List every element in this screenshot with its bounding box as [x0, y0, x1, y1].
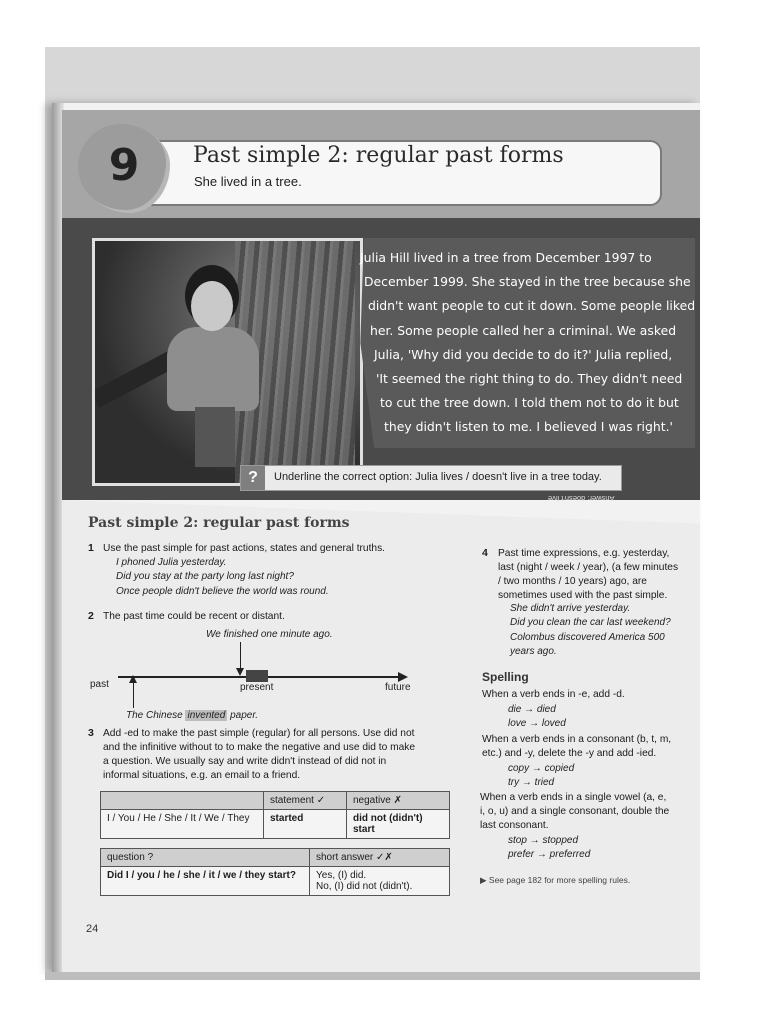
rule-2-number: 2: [88, 610, 94, 622]
table-cell: started: [264, 810, 347, 839]
example-sentence: Did you clean the car last weekend?: [510, 617, 671, 629]
highlighted-verb: invented: [187, 710, 226, 721]
example-sentence: I phoned Julia yesterday.: [116, 557, 227, 568]
rule-line: / two months / 10 years) ago, are: [498, 576, 647, 587]
story-line: December 1999. She stayed in the tree because she: [364, 274, 691, 290]
example-sentence: Did you stay at the party long last night?: [116, 571, 294, 583]
table-header-row: [101, 792, 450, 810]
photo-person-head: [191, 281, 233, 331]
rule-line: last (night / week / year), (a few minutes: [498, 562, 679, 573]
photo-person-legs: [195, 407, 235, 467]
spelling-examples-y: [508, 762, 574, 791]
unit-subtitle: She lived in a tree.: [194, 174, 302, 189]
table-header-cell: [101, 792, 264, 810]
table-row: [101, 867, 450, 896]
story-line: to cut the tree down. I told them not to do it but: [380, 395, 679, 411]
rule-line: i, o, u) and a single consonant, double the: [480, 806, 670, 817]
unit-number: 9: [108, 140, 140, 191]
rule-line: When a verb ends in a single vowel (a, e,: [480, 792, 667, 803]
story-line: her. Some people called her a criminal. We asked: [370, 322, 677, 338]
table-header-cell: statement ✓: [264, 792, 347, 810]
rule-line: informal situations, e.g. an email to a friend.: [103, 770, 301, 781]
spelling-rule-y: [482, 733, 671, 761]
timeline-top-example: We finished one minute ago.: [206, 629, 333, 640]
question-mark-icon: ?: [241, 466, 265, 490]
rule-line: Add -ed to make the past simple (regular) for all persons. Use did not: [103, 728, 415, 739]
unit-title: Past simple 2: regular past forms: [193, 143, 564, 168]
rule-line: a question. We usually say and write didn't instead of did not in: [103, 756, 387, 767]
timeline-label-future: future: [385, 682, 411, 693]
table-cell: did not (didn't) start: [347, 810, 450, 839]
rule-line: last consonant.: [480, 820, 549, 831]
see-page-reference: ▶ See page 182 for more spelling rules.: [480, 875, 631, 885]
table-header-cell: short answer ✓✗: [310, 849, 450, 867]
rule-line: and the infinitive without to to make the negative and use did to make: [103, 742, 416, 753]
spelling-examples-e: [508, 703, 566, 732]
rule-4-text: [498, 547, 678, 603]
story-line: 'It seemed the right thing to do. They didn't need: [376, 371, 683, 387]
page-number: 24: [86, 923, 99, 935]
question-text: Underline the correct option: Julia lives / doesn't live in a tree today.: [274, 471, 602, 483]
story-photo: [92, 238, 363, 486]
rule-1-text: Use the past simple for past actions, states and general truths.: [103, 543, 386, 554]
example-word: die → died: [508, 704, 556, 715]
story-line: didn't want people to cut it down. Some people liked: [368, 298, 696, 314]
story-line: Julia Hill lived in a tree from December 1997 to: [360, 250, 652, 265]
table-cell: I / You / He / She / It / We / They: [101, 810, 264, 839]
short-answer-no: No, (I) did not (didn't).: [316, 881, 413, 892]
page-bottom-edge: [45, 972, 700, 980]
timeline-bottom-example: [126, 709, 258, 723]
example-sentence: Once people didn't believe the world was round.: [116, 585, 329, 597]
timeline-arrow-right-icon: [398, 672, 408, 682]
example-word: try → tried: [508, 777, 555, 789]
rule-line: sometimes used with the past simple.: [498, 590, 668, 601]
example-sentence: years ago.: [510, 645, 557, 657]
example-word: prefer → preferred: [508, 849, 591, 861]
story-line: Julia, 'Why did you decide to do it?' Julia replied,: [374, 346, 673, 362]
example-word: love → loved: [508, 718, 566, 730]
table-header-cell: negative ✗: [347, 792, 450, 810]
rule-4-number: 4: [482, 547, 488, 559]
rule-line: etc.) and -y, delete the -y and add -ied.: [482, 748, 657, 759]
timeline-pointer-distant: [133, 680, 134, 708]
example-sentence: She didn't arrive yesterday.: [510, 603, 631, 614]
table-header-cell: question ?: [101, 849, 310, 867]
section-heading: Past simple 2: regular past forms: [88, 515, 350, 531]
short-answer-yes: Yes, (I) did.: [316, 870, 367, 881]
table-cell: [310, 867, 450, 896]
spelling-examples-double: [508, 834, 590, 863]
table-cell: Did I / you / he / she / it / we / they start?: [101, 867, 310, 896]
question-bar: [240, 465, 622, 491]
spelling-heading: Spelling: [482, 670, 529, 684]
example-sentence: Colombus discovered America 500: [510, 631, 665, 643]
upside-down-answer: Answer: doesn't live: [548, 494, 615, 503]
question-short-answer-table: [100, 848, 450, 896]
rule-line: Past time expressions, e.g. yesterday,: [498, 548, 670, 559]
spelling-rule-e: When a verb ends in -e, add -d.: [482, 689, 625, 700]
timeline-label-present: present: [240, 682, 274, 693]
example-part: The Chinese: [126, 710, 183, 721]
timeline-arrow-up-icon: [129, 675, 137, 683]
statement-negative-table: [100, 791, 450, 839]
story-line: they didn't listen to me. I believed I was right.': [384, 419, 673, 435]
timeline-label-past: past: [90, 679, 109, 690]
rule-1-examples: [116, 556, 329, 599]
rule-1-number: 1: [88, 542, 94, 554]
timeline-present-marker: [246, 670, 268, 682]
example-part: paper.: [230, 710, 259, 721]
example-word: stop → stopped: [508, 835, 579, 846]
rule-3-number: 3: [88, 727, 94, 739]
rule-2-text: The past time could be recent or distant.: [103, 611, 285, 622]
rule-4-examples: [510, 602, 671, 659]
rule-line: When a verb ends in a consonant (b, t, m,: [482, 734, 672, 745]
photo-person-body: [167, 327, 259, 411]
story-text: [356, 246, 696, 440]
spelling-rule-double: [480, 791, 669, 833]
timeline-arrow-down-icon: [236, 668, 244, 676]
rule-3-text: [103, 727, 415, 783]
table-row: [101, 810, 450, 839]
example-word: copy → copied: [508, 763, 575, 774]
table-header-row: [101, 849, 450, 867]
